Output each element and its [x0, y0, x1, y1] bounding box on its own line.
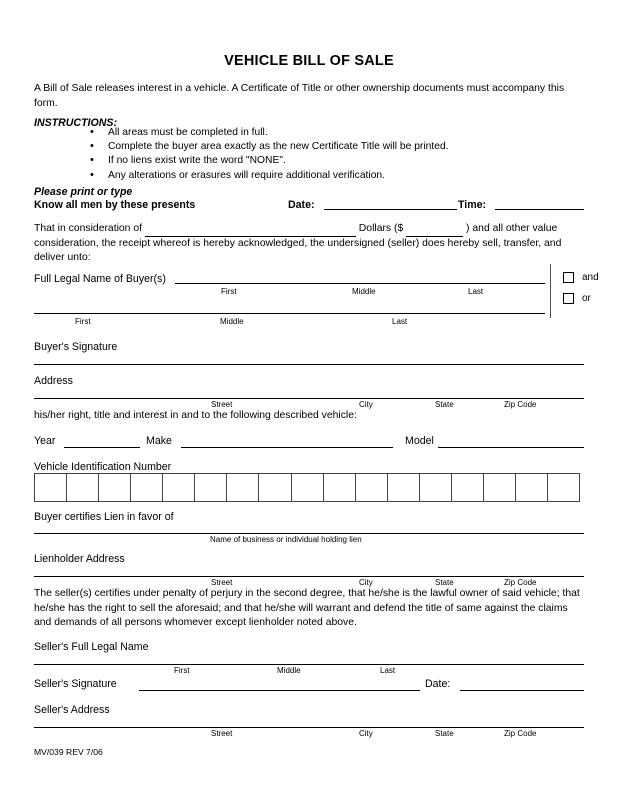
seller-first-caption: First — [174, 666, 190, 675]
seller-state-caption: State — [435, 729, 454, 738]
checkbox-and[interactable] — [563, 272, 574, 283]
lien-street-caption: Street — [211, 578, 233, 587]
seller-address-input[interactable] — [34, 727, 584, 728]
model-label: Model — [405, 435, 434, 447]
lien-holder-input[interactable] — [34, 533, 584, 534]
seller-date-input[interactable] — [460, 690, 584, 691]
consideration-amount-input[interactable] — [406, 225, 463, 237]
consideration-text-1: That in consideration of — [34, 223, 143, 234]
page-title: VEHICLE BILL OF SALE — [224, 53, 394, 69]
buyer-address-input[interactable] — [34, 398, 584, 399]
lienholder-address-input[interactable] — [34, 576, 584, 577]
list-item: • If no liens exist write the word "NONE". — [90, 154, 449, 168]
make-label: Make — [146, 435, 172, 447]
vin-cell[interactable] — [259, 474, 291, 501]
seller-zip-caption: Zip Code — [504, 729, 537, 738]
vin-cell[interactable] — [420, 474, 452, 501]
date-label: Date: — [288, 199, 315, 211]
time-label: Time: — [458, 199, 487, 211]
vin-cell[interactable] — [548, 474, 579, 501]
seller-signature-label: Seller's Signature — [34, 678, 117, 690]
buyer2-middle-caption: Middle — [220, 317, 244, 326]
list-item: • Any alterations or erasures will require additional verification. — [90, 169, 449, 183]
list-item: • Complete the buyer area exactly as the new Certificate Title will be printed. — [90, 140, 449, 154]
intro-paragraph: A Bill of Sale releases interest in a vehicle. A Certificate of Title or other ownership documents must accompany this form. — [34, 83, 565, 109]
vin-cell[interactable] — [452, 474, 484, 501]
consideration-text-2: ) and all other value consideration, the receipt whereof is hereby acknowledged, the undersigned (seller) does hereby sell, transfer, and deliver unto: — [34, 223, 562, 264]
lien-zip-caption: Zip Code — [504, 578, 537, 587]
seller-street-caption: Street — [211, 729, 233, 738]
instructions-heading: INSTRUCTIONS: — [34, 117, 117, 129]
lien-city-caption: City — [359, 578, 373, 587]
vin-cell[interactable] — [292, 474, 324, 501]
know-all-label: Know all men by these presents — [34, 199, 196, 211]
checkbox-or[interactable] — [563, 293, 574, 304]
consideration-dollars-label: Dollars ($ — [358, 223, 404, 234]
vin-cell[interactable] — [388, 474, 420, 501]
form-number-footer: MV/039 REV 7/06 — [34, 747, 103, 757]
seller-last-caption: Last — [380, 666, 396, 675]
lienholder-address-label: Lienholder Address — [34, 553, 125, 565]
vin-cell[interactable] — [484, 474, 516, 501]
consideration-amount-words-input[interactable] — [145, 225, 356, 237]
seller-signature-input[interactable] — [139, 690, 420, 691]
vin-cell[interactable] — [163, 474, 195, 501]
buyer-first-caption: First — [221, 287, 237, 296]
vin-cell[interactable] — [35, 474, 67, 501]
vin-cell[interactable] — [516, 474, 548, 501]
buyer-name-input-row1[interactable] — [175, 283, 545, 284]
buyer-signature-label: Buyer's Signature — [34, 341, 118, 353]
vin-cell[interactable] — [67, 474, 99, 501]
please-print-label: Please print or type — [34, 186, 133, 198]
seller-middle-caption: Middle — [277, 666, 301, 675]
checkbox-and-label: and — [582, 272, 599, 283]
buyer-name-input-row2[interactable] — [34, 313, 545, 314]
right-title-text: his/her right, title and interest in and to the following described vehicle: — [34, 410, 357, 421]
make-input[interactable] — [181, 447, 393, 448]
buyer-state-caption: State — [435, 400, 454, 409]
vin-cell[interactable] — [324, 474, 356, 501]
seller-name-label: Seller's Full Legal Name — [34, 641, 149, 653]
buyer-last-caption: Last — [468, 287, 484, 296]
instructions-list — [34, 126, 449, 183]
lien-label: Buyer certifies Lien in favor of — [34, 511, 174, 523]
buyer-street-caption: Street — [211, 400, 233, 409]
vin-cell[interactable] — [99, 474, 131, 501]
buyer-zip-caption: Zip Code — [504, 400, 537, 409]
form-body — [34, 0, 599, 800]
vin-cell[interactable] — [195, 474, 227, 501]
list-item: • All areas must be completed in full. — [90, 126, 449, 140]
seller-certification-paragraph: The seller(s) certifies under penalty of perjury in the second degree, that he/she is the lawful owner of said vehicle; that he/she has the right to sell the aforesaid; and that he/she will warrant and defend the title of same against the claims and demands of all persons whomever except lienholder noted above. — [34, 588, 580, 628]
seller-date-label: Date: — [425, 678, 451, 690]
seller-address-label: Seller's Address — [34, 704, 110, 716]
seller-city-caption: City — [359, 729, 373, 738]
consideration-paragraph — [34, 222, 584, 266]
buyer-middle-caption: Middle — [352, 287, 376, 296]
buyer2-first-caption: First — [75, 317, 91, 326]
buyer-signature-input[interactable] — [34, 364, 584, 365]
model-input[interactable] — [438, 447, 584, 448]
checkbox-divider — [550, 264, 551, 318]
vin-cell[interactable] — [227, 474, 259, 501]
checkbox-or-label: or — [582, 293, 591, 304]
vin-boxes[interactable] — [34, 473, 580, 502]
buyer2-last-caption: Last — [392, 317, 408, 326]
time-input[interactable] — [495, 209, 584, 210]
lien-caption: Name of business or individual holding lien — [210, 535, 362, 544]
seller-name-input[interactable] — [34, 664, 584, 665]
year-label: Year — [34, 435, 56, 447]
date-input[interactable] — [324, 209, 457, 210]
vin-label: Vehicle Identification Number — [34, 461, 172, 473]
vin-cell[interactable] — [131, 474, 163, 501]
lien-state-caption: State — [435, 578, 454, 587]
vin-cell[interactable] — [356, 474, 388, 501]
buyer-address-label: Address — [34, 375, 73, 387]
buyer-city-caption: City — [359, 400, 373, 409]
year-input[interactable] — [64, 447, 140, 448]
buyer-name-label: Full Legal Name of Buyer(s) — [34, 273, 166, 285]
